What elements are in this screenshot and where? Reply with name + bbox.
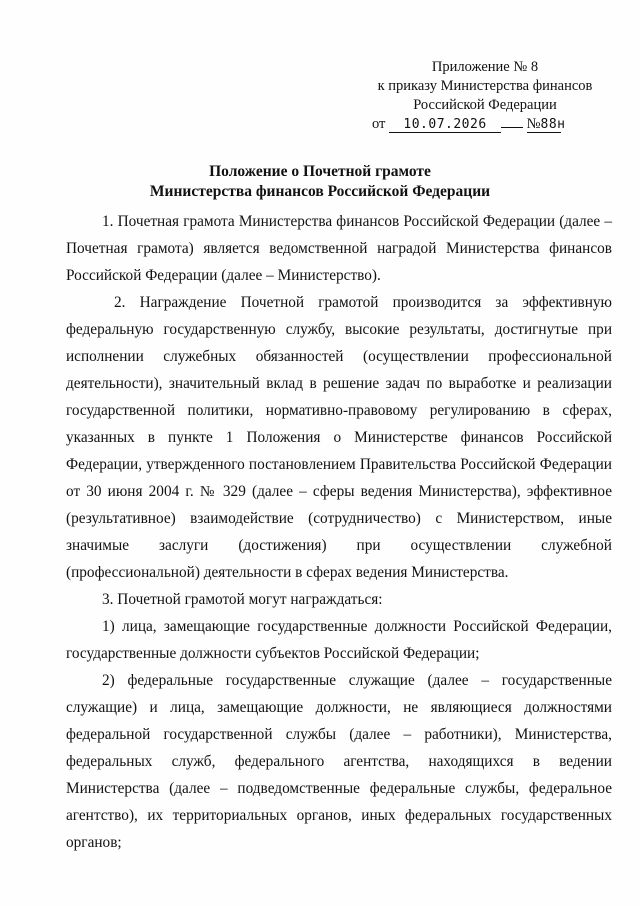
appendix-federation: Российской Федерации xyxy=(413,97,557,113)
date-underline-tail xyxy=(501,127,523,128)
document-body xyxy=(66,208,612,856)
from-label: от xyxy=(372,116,386,132)
number-label: № xyxy=(526,116,541,132)
paragraph-1: 1. Почетная грамота Министерства финансов Российской Федерации (далее – Почетная грамота) является ведомственной наградой Министерства финансов Российской Федерации (далее – Министерство). xyxy=(66,213,612,284)
order-date: 10.07.2026 xyxy=(389,117,501,133)
appendix-header xyxy=(360,58,610,134)
appendix-number: Приложение № 8 xyxy=(431,59,539,75)
document-title xyxy=(0,162,640,202)
paragraph-3-item-2: 2) федеральные государственные служащие (далее – государственные служащие) и лица, замещающие должности, не являющиеся должностями федеральной государственной службы (далее – работники), Министерства, федеральных служб, федерального агентства, находящихся в ведении Министерства (далее – подведомственные федеральные службы, федеральное агентство), их территориальных органов, иных федеральных государственных органов; xyxy=(66,672,612,851)
paragraph-3: 3. Почетной грамотой могут награждаться: xyxy=(102,591,383,608)
title-line-2: Министерства финансов Российской Федерации xyxy=(149,183,491,200)
appendix-order-reference: к приказу Министерства финансов xyxy=(377,78,593,94)
paragraph-2: 2. Награждение Почетной грамотой производится за эффективную федеральную государственную службу, высокие результаты, достигнутые при исполнении служебных обязанностей (осуществлении профессиональной деятельности), значительный вклад в решение задач по выработке и реализации государственной политики, нормативно-правовому регулированию в сферах, указанных в пункте 1 Положения о Министерстве финансов Российской Федерации, утвержденного постановлением Правительства Российской Федерации от 30 июня 2004 г. № 329 (далее – сферы ведения Министерства), эффективное (результативное) взаимодействие (сотрудничество) с Министерством, иные значимые заслуги (достижения) при осуществлении служебной (профессиональной) деятельности в сферах ведения Министерства. xyxy=(66,294,612,581)
paragraph-3-item-1: 1) лица, замещающие государственные должности Российской Федерации, государственные должности субъектов Российской Федерации; xyxy=(66,618,612,662)
order-number: 88н xyxy=(540,117,566,132)
title-line-1: Положение о Почетной грамоте xyxy=(209,163,431,180)
order-date-number-line xyxy=(372,115,610,134)
